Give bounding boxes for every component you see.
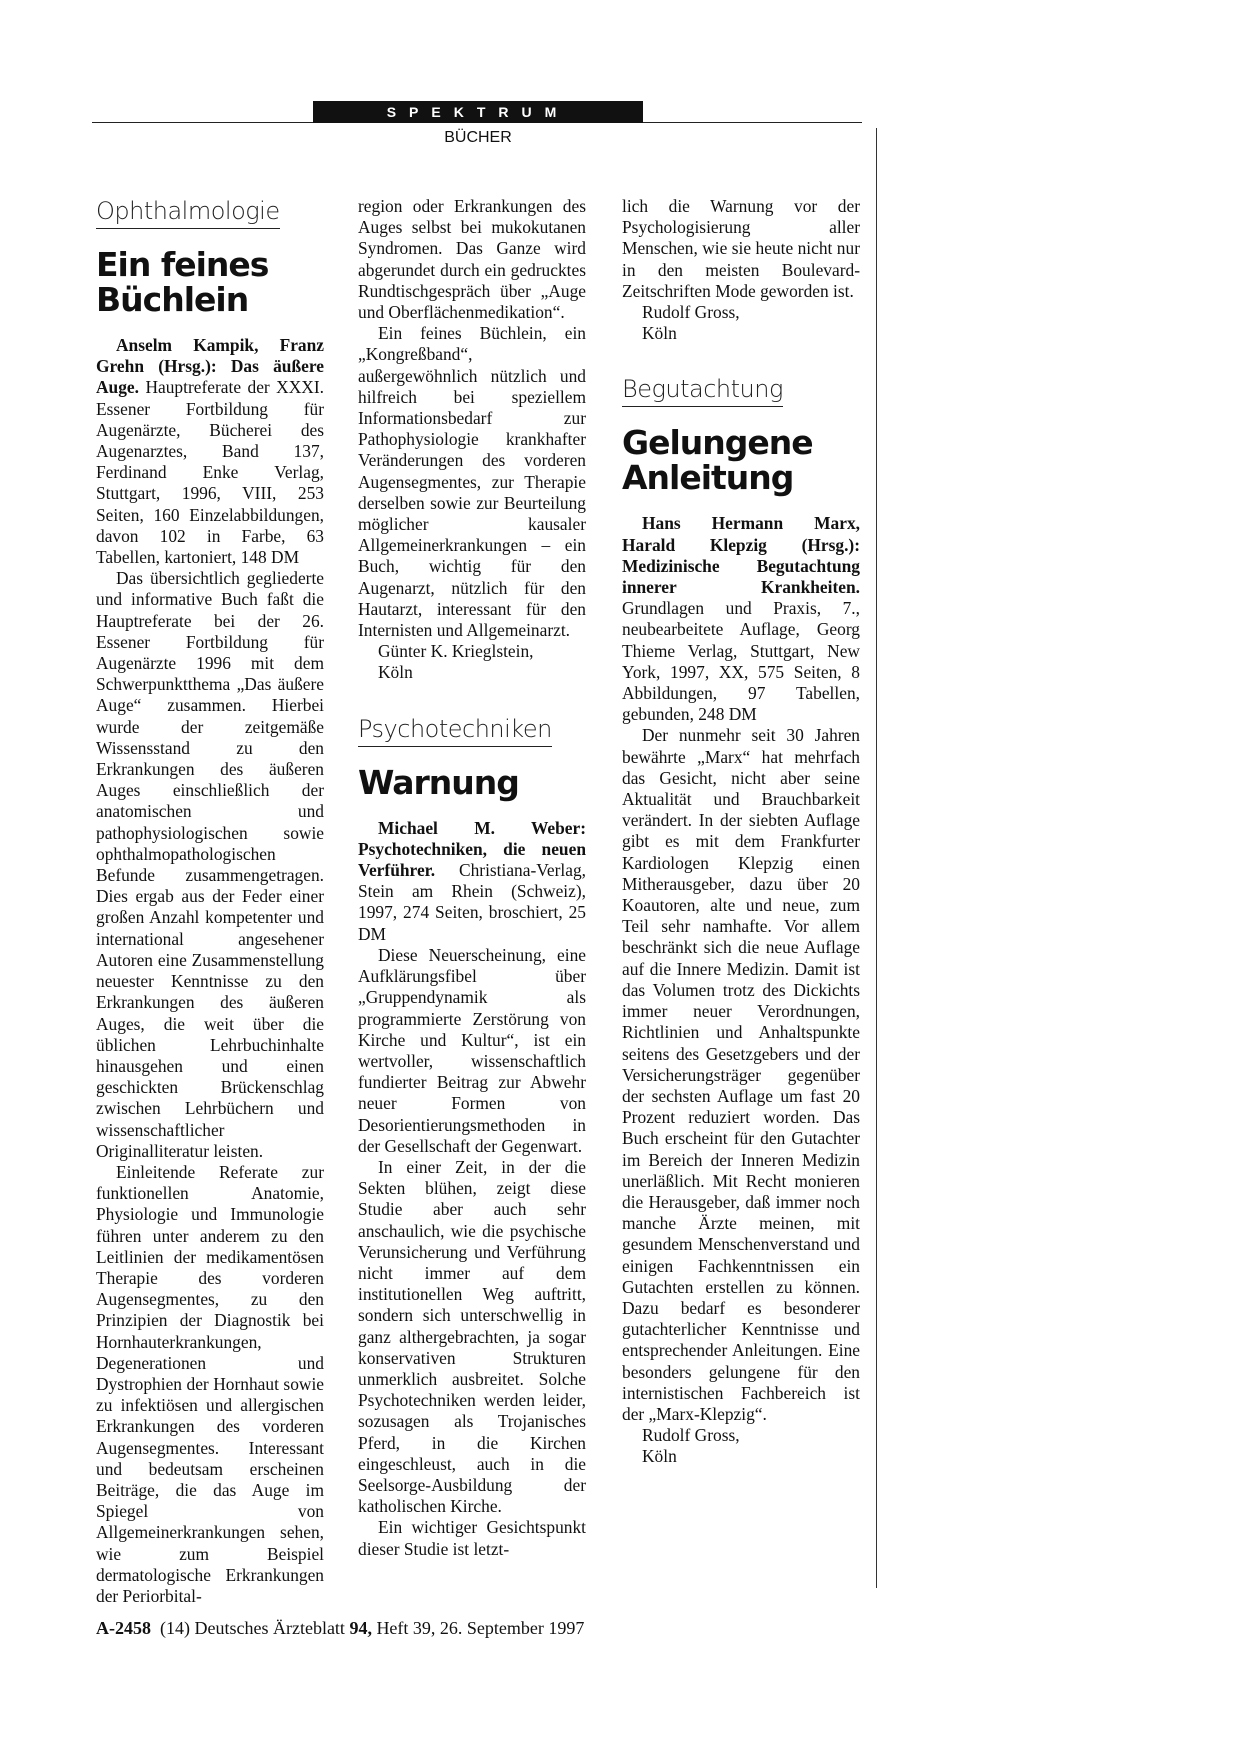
column-1 [96, 196, 324, 1607]
body-paragraph: lich die Warnung vor der Psychologisierung aller Menschen, wie sie heute nicht nur in den meisten Boulevard-Zeitschriften Mode geworden ist. [622, 196, 860, 301]
bibliography-details: Hauptreferate der XXXI. Essener Fortbildung für Augenärzte, Bücherei des Augenarztes, Band 137, Ferdinand Enke Verlag, Stuttgart, 1996, VIII, 253 Seiten, 160 Einzelabbildungen, davon 102 in Farbe, 63 Tabellen, kartoniert, 148 DM [96, 377, 324, 568]
volume-number: 94, [349, 1618, 372, 1638]
bibliography [96, 335, 324, 568]
author-location: Köln [642, 323, 677, 344]
author-signature: Rudolf Gross, [642, 302, 740, 323]
bibliography-details: Christiana-Verlag, Stein am Rhein (Schweiz), 1997, 274 Seiten, broschiert, 25 DM [358, 860, 586, 944]
author-signature: Günter K. Krieglstein, [378, 641, 534, 662]
section-band: SPEKTRUM [313, 101, 643, 123]
journal-name: (14) Deutsches Ärzteblatt [160, 1618, 345, 1638]
body-paragraph: In einer Zeit, in der die Sekten blühen, zeigt diese Studie aber auch sehr anschaulich, wie die psychische Verunsicherung und Verführung nicht immer auf dem institutionellen Weg auftritt, sondern sich unterschwellig in ganz althergebrachten, ja sogar konservativen Strukturen unmerklich ausbreitet. Solche Psychotechniken werden leider, sozusagen als Trojanisches Pferd, in die Kirchen eingeschleust, auch in die Seelsorge-Ausbildung der katholischen Kirche. [358, 1156, 586, 1517]
author-signature: Rudolf Gross, [642, 1425, 740, 1446]
category-label: Ophthalmologie [96, 196, 280, 229]
page-number: A-2458 [96, 1618, 151, 1638]
body-paragraph: Ein wichtiger Gesichtspunkt dieser Studie ist letzt- [358, 1517, 586, 1559]
body-paragraph: region oder Erkrankungen des Auges selbst bei mukokutanen Syndromen. Das Ganze wird abgerundet durch ein gedrucktes Rundtischgespräch über „Auge und Oberflächenmedikation“. [358, 196, 586, 323]
author-location: Köln [642, 1446, 677, 1467]
bibliography [622, 513, 860, 725]
body-paragraph: Diese Neuerscheinung, eine Aufklärungsfibel über „Gruppendynamik als programmierte Zerstörung von Kirche und Kultur“, ist ein wertvoller, wissenschaftlich fundierter Beitrag zur Abwehr neuer Formen von Desorientierungsmethoden in der Gesellschaft der Gegenwart. [358, 944, 586, 1156]
column-3 [622, 196, 860, 1468]
article-headline: Gelungene Anleitung [622, 423, 813, 498]
section-label: BÜCHER [444, 129, 512, 146]
issue-date: Heft 39, 26. September 1997 [376, 1618, 585, 1638]
bibliography-title: Michael M. Weber: Psychotechniken, die neuen Verführer. [358, 817, 586, 881]
bibliography-title: Hans Hermann Marx, Harald Klepzig (Hrsg.): Medizinische Begutachtung innerer Krankheiten. [622, 513, 860, 598]
bibliography-title: Anselm Kampik, Franz Grehn (Hrsg.): Das äußere Auge. [96, 335, 324, 398]
author-location: Köln [378, 662, 413, 683]
body-paragraph: Ein feines Büchlein, ein „Kongreßband“, außergewöhnlich nützlich und hilfreich bei speziellem Informationsbedarf zur Pathophysiologie krankhafter Veränderungen des vorderen Augensegmentes, zur Therapie derselben sowie zur Beurteilung möglicher kausaler Allgemeinerkrankungen – ein Buch, wichtig für den Augenarzt, nützlich für den Hautarzt, interessant für den Internisten und Allgemeinarzt. [358, 323, 586, 641]
article-headline: Warnung [358, 762, 519, 802]
body-paragraph: Das übersichtlich gegliederte und informative Buch faßt die Hauptreferate bei der 26. Essener Fortbildung für Augenärzte 1996 mit dem Schwerpunktthema „Das äußere Auge“ zusammen. Hierbei wurde der zeitgemäße Wissensstand zu den Erkrankungen des äußeren Auges einschließlich der anatomischen und pathophysiologischen sowie ophthalmopathologischen Befunde zusammengetragen. Dies ergab aus der Feder einer großen Anzahl kompetenter und international angesehener Autoren eine Zusammenstellung neuester Kenntnisse zu den Erkrankungen des äußeren Auges, die weit über die üblichen Lehrbuchinhalte hinausgehen und einen geschickten Brückenschlag zwischen Lehrbüchern und wissenschaftlicher Originalliteratur leisten. [96, 568, 324, 1161]
column-2 [358, 196, 586, 1560]
category-label: Psychotechniken [358, 714, 552, 747]
article-headline: Ein feines Büchlein [96, 245, 269, 319]
column-rule [876, 128, 877, 1588]
bibliography [358, 818, 586, 945]
body-paragraph: Einleitende Referate zur funktionellen Anatomie, Physiologie und Immunologie führen unter anderem zu den Leitlinien der medikamentösen Therapie des vorderen Augensegmentes, zu den Prinzipien der Diagnostik bei Hornhauterkrankungen, Degenerationen und Dystrophien der Hornhaut sowie zu infektiösen und allergischen Erkrankungen des vorderen Augensegmentes. Interessant und bedeutsam erscheinen Beiträge, die das Auge im Spiegel von Allgemeinerkrankungen sehen, wie zum Beispiel dermatologische Erkrankungen der Periorbital- [96, 1161, 324, 1606]
category-label: Begutachtung [622, 374, 783, 407]
page-footer [96, 1618, 584, 1639]
body-paragraph: Der nunmehr seit 30 Jahren bewährte „Marx“ hat mehrfach das Gesicht, nicht aber seine Aktualität und Brauchbarkeit verändert. In der siebten Auflage gibt es mit dem Frankfurter Kardiologen Klepzig einen Mitherausgeber, dazu über 20 Koautoren, alte und neue, zum Teil sehr namhafte. Vor allem beschränkt sich die neue Auflage auf die Innere Medizin. Damit ist das Volumen trotz des Dickichts immer neuer Verordnungen, Richtlinien und Anhaltspunkte seitens des Gesetzgebers und der Versicherungsträger gegenüber der sechsten Auflage um fast 20 Prozent reduziert worden. Das Buch erscheint für den Gutachter im Bereich der Inneren Medizin unerläßlich. Mit Recht monieren die Herausgeber, daß immer noch manche Ärzte meinen, mit gesundem Menschenverstand und einigen Fachkenntnissen ein Gutachten erstellen zu können. Dazu bedarf es besonderer gutachterlicher Kenntnisse und entsprechender Anleitungen. Eine besonders gelungene für den internistischen Fachbereich ist der „Marx-Klepzig“. [622, 725, 860, 1424]
bibliography-details: Grundlagen und Praxis, 7., neubearbeitete Auflage, Georg Thieme Verlag, Stuttgart, New York, 1997, XX, 575 Seiten, 8 Abbildungen, 97 Tabellen, gebunden, 248 DM [622, 598, 860, 725]
